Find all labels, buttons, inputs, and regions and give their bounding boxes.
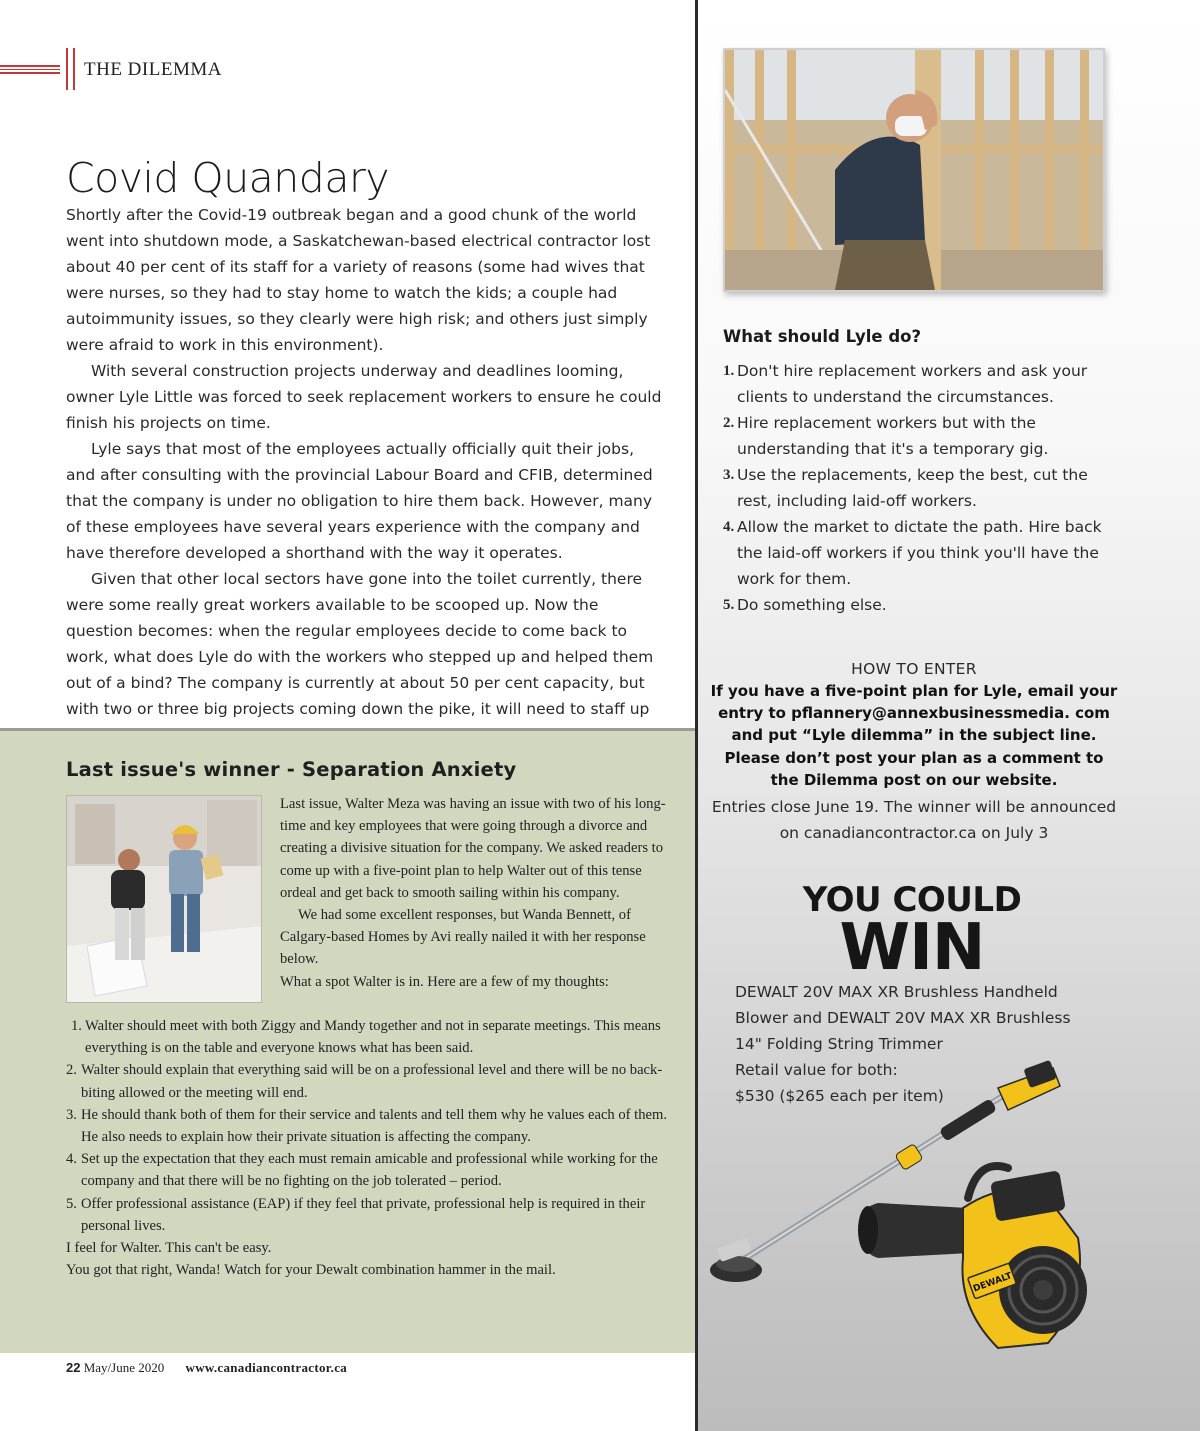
page-footer: [66, 1360, 347, 1376]
footer-url[interactable]: www.canadiancontractor.ca: [185, 1360, 348, 1375]
list-item: [723, 514, 1103, 592]
prize-value-label: Retail value for both:: [735, 1061, 898, 1079]
issue-date: May/June 2020: [83, 1360, 165, 1375]
question-title: What should Lyle do?: [723, 327, 922, 346]
article-paragraph: With several construction projects underway and deadlines looming, owner Lyle Little was forced to seek replacement workers to ensure he could finish his projects on time.: [66, 362, 662, 432]
list-item-number: 1.: [71, 1018, 82, 1034]
winner-plan-list: [66, 1015, 676, 1237]
list-item-text: Do something else.: [737, 596, 887, 614]
article-body: [66, 202, 666, 748]
workers-illustration: [67, 796, 262, 1003]
article-paragraph: Given that other local sectors have gone into the toilet currently, there were some really great workers available to be scooped up. Now the question becomes: when the regular employees decide to come back to work, what does Lyle do with the workers who stepped up and helped them out of a bind? The company is currently at about 50 per cent capacity, but with two or three big projects coming down the pike, it will need to staff up: [66, 570, 654, 718]
winner-intro-paragraph: We had some excellent responses, but Wanda Bennett, of Calgary-based Homes by Avi really nailed it with her response below.: [280, 907, 646, 968]
list-item: [66, 1015, 676, 1059]
list-item-number: 4.: [723, 519, 735, 535]
article-paragraph: Lyle says that most of the employees actually officially quit their jobs, and after consulting with the provincial Labour Board and CFIB, determined that the company is under no obligation to hire them back. However, many of these employees have several years experience with the company and have therefore developed a shorthand with the way it operates.: [66, 440, 653, 562]
list-item-number: 4.: [66, 1151, 77, 1168]
list-item: [723, 410, 1103, 462]
winner-photo: [66, 795, 262, 1003]
dewalt-tools-illustration: [708, 1058, 1108, 1358]
hero-photo: [723, 48, 1105, 292]
entry-heading: HOW TO ENTER: [851, 660, 977, 678]
right-column: [698, 0, 1200, 1431]
prize-value: $530 ($265 each per item): [735, 1087, 944, 1105]
list-item-number: 5.: [66, 1195, 77, 1212]
list-item: [66, 1148, 676, 1192]
list-item-text: Allow the market to dictate the path. Hire back the laid-off workers if you think you'll have the work for them.: [737, 518, 1102, 588]
entry-text: If you have a five-point plan for Lyle, email your entry to pflannery@annexbusinessmedia. com and put “Lyle dilemma” in the subject line. Please don’t post your plan as a comment to the Dilemma post on our website.: [710, 682, 1118, 789]
winner-lead: What a spot Walter is in. Here are a few of my thoughts:: [280, 973, 609, 990]
section-stripes-ornament: [0, 65, 60, 74]
list-item-text: Use the replacements, keep the best, cut the rest, including laid-off workers.: [737, 466, 1088, 510]
section-bars-ornament: [66, 48, 75, 90]
masked-worker-illustration: [725, 50, 1103, 290]
list-item-number: 2.: [723, 415, 735, 431]
dewalt-logo: DEWALT: [971, 1271, 1014, 1295]
prize-headline-line2: WIN: [839, 911, 985, 985]
entry-deadline: Entries close June 19. The winner will be announced on canadiancontractor.ca on July 3: [711, 798, 1117, 843]
article-title: Covid Quandary: [66, 154, 390, 202]
prize-headline-line1: YOU COULD: [802, 880, 1022, 920]
options-list: [723, 358, 1103, 618]
list-item-text: Hire replacement workers but with the understanding that it's a temporary gig.: [737, 414, 1049, 458]
winner-box: [0, 728, 696, 1353]
list-item-text: He should thank both of them for their service and talents and tell them why he values each of them. He also needs to explain how their private situation is affecting the company.: [81, 1106, 668, 1146]
list-item: [723, 462, 1103, 514]
list-item-number: 5.: [723, 597, 735, 613]
list-item-number: 3.: [723, 467, 735, 483]
prize-headline: [718, 880, 1106, 985]
list-item: [66, 1059, 676, 1103]
prize-items: DEWALT 20V MAX XR Brushless Handheld Blower and DEWALT 20V MAX XR Brushless 14" Folding String Trimmer: [735, 983, 1071, 1053]
blower-icon: [858, 1166, 1087, 1348]
section-header: [0, 48, 300, 90]
list-item-text: Set up the expectation that they each must remain amicable and professional while working for the company and that there will be no fighting on the job tolerated – period.: [81, 1151, 658, 1190]
section-label: THE DILEMMA: [84, 59, 222, 80]
winner-response: [66, 1015, 676, 1281]
list-item: [66, 1104, 676, 1148]
entry-instructions: [708, 658, 1120, 846]
winner-intro-paragraph: Last issue, Walter Meza was having an issue with two of his long-time and key employees that were going through a divorce and creating a divisive situation for the company. We asked readers to come up with a five-point plan to help Walter out of this tense ordeal and get back to smooth sailing within his company.: [280, 796, 666, 901]
list-item-text: Offer professional assistance (EAP) if they feel that private, professional help is required in their personal lives.: [81, 1195, 646, 1234]
list-item-number: 1.: [723, 363, 735, 379]
list-item-number: 3.: [66, 1106, 77, 1123]
prize-tools-image: [708, 1058, 1108, 1358]
list-item: [66, 1193, 676, 1237]
editor-closing: You got that right, Wanda! Watch for your Dewalt combination hammer in the mail.: [66, 1262, 556, 1279]
list-item: [723, 358, 1103, 410]
article-paragraph: Shortly after the Covid-19 outbreak began and a good chunk of the world went into shutdown mode, a Saskatchewan-based electrical contractor lost about 40 per cent of its staff for a variety of reasons (some had wives that were nurses, so they had to stay home to watch the kids; a couple had autoimmunity issues, so they clearly were high risk; and others just simply were afraid to work in this environment).: [66, 206, 651, 354]
winner-intro: [280, 793, 680, 993]
list-item-text: Don't hire replacement workers and ask your clients to understand the circumstances.: [737, 362, 1088, 406]
page-number: 22: [66, 1360, 81, 1375]
winner-closing: I feel for Walter. This can't be easy.: [66, 1240, 272, 1257]
list-item-number: 2.: [66, 1062, 77, 1079]
winner-title: Last issue's winner - Separation Anxiety: [66, 758, 517, 781]
list-item-text: Walter should meet with both Ziggy and Mandy together and not in separate meetings. This means everything is on the table and everyone knows what has been said.: [85, 1018, 661, 1057]
list-item: [723, 592, 1103, 618]
list-item-text: Walter should explain that everything said will be on a professional level and there will be no back-biting allowed or the meeting will end.: [81, 1062, 663, 1101]
